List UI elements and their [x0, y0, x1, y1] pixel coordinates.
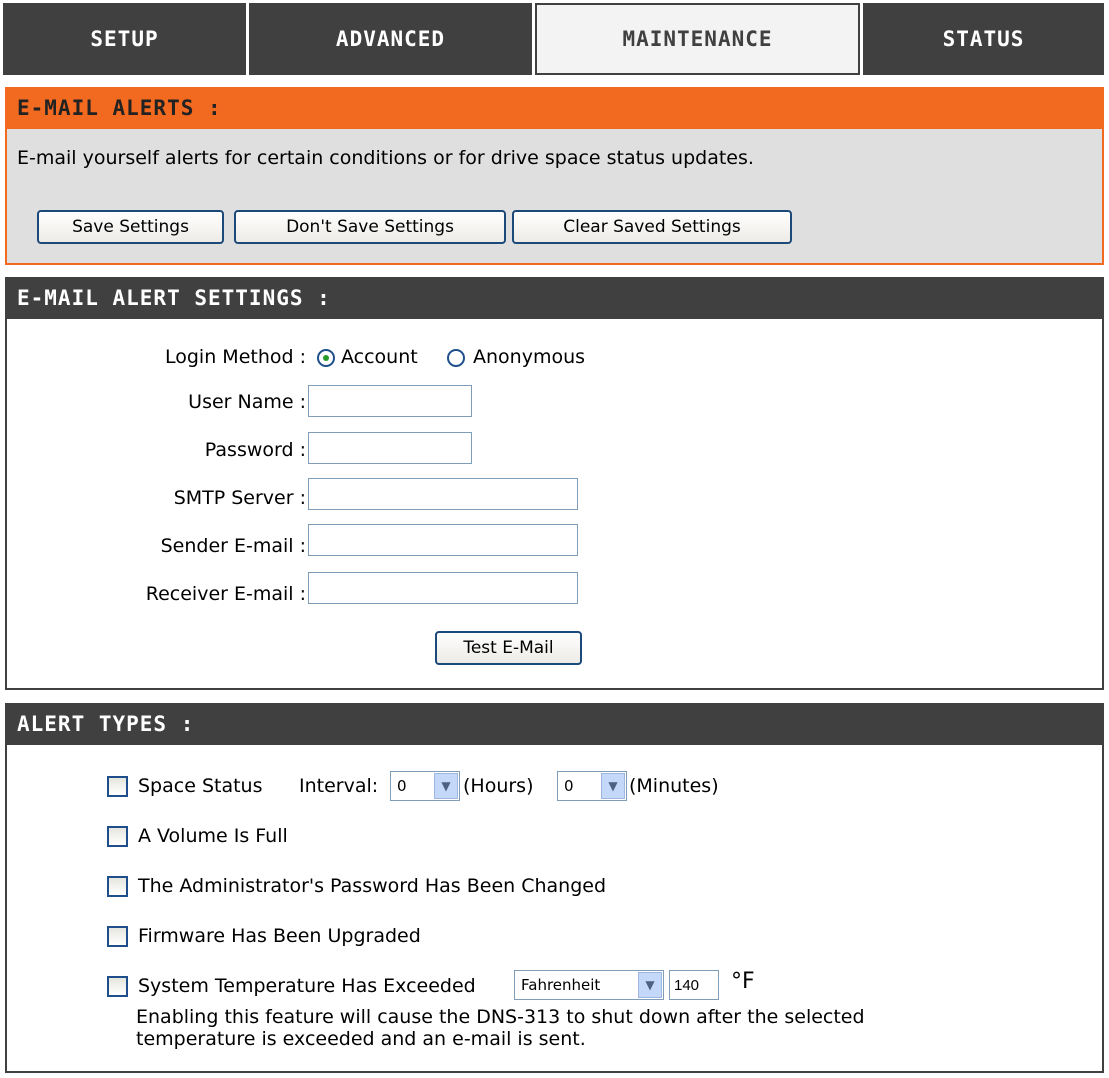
firmware-label: Firmware Has Been Upgraded: [138, 925, 421, 947]
password-label: Password :: [204, 439, 306, 461]
anonymous-radio[interactable]: [447, 349, 465, 367]
receiver-email-label: Receiver E-mail :: [145, 583, 306, 605]
smtp-server-label: SMTP Server :: [173, 487, 306, 509]
temperature-unit-symbol: °F: [731, 969, 755, 994]
temperature-note-line-1: Enabling this feature will cause the DNS-313 to shut down after the selected: [136, 1006, 865, 1028]
alert-types-title: ALERT TYPES :: [5, 703, 1104, 745]
temperature-label: System Temperature Has Exceeded: [138, 975, 476, 997]
email-alert-settings-panel: [5, 277, 1104, 690]
test-email-button[interactable]: Test E-Mail: [435, 631, 582, 665]
hours-select[interactable]: [390, 771, 460, 801]
email-alerts-panel: [5, 87, 1104, 265]
alert-types-panel: [5, 703, 1104, 1073]
smtp-server-input[interactable]: [308, 478, 578, 510]
sender-email-input[interactable]: [308, 524, 578, 556]
volume-full-label: A Volume Is Full: [138, 825, 288, 847]
interval-label: Interval:: [299, 775, 379, 797]
hours-unit-label: (Hours): [463, 775, 534, 797]
tab-status[interactable]: STATUS: [863, 3, 1104, 75]
minutes-select-value: 0: [564, 777, 574, 795]
admin-password-checkbox[interactable]: [107, 876, 128, 897]
temperature-checkbox[interactable]: [107, 976, 128, 997]
receiver-email-input[interactable]: [308, 572, 578, 604]
tab-maintenance[interactable]: MAINTENANCE: [535, 3, 860, 75]
admin-password-label: The Administrator's Password Has Been Changed: [138, 875, 607, 897]
temperature-note: [136, 1006, 865, 1050]
temperature-value-input[interactable]: [669, 970, 719, 1000]
dont-save-settings-button[interactable]: Don't Save Settings: [234, 210, 506, 244]
temperature-unit-select[interactable]: [514, 970, 664, 1000]
chevron-down-icon[interactable]: ▼: [638, 972, 662, 998]
login-method-label: Login Method :: [165, 346, 306, 368]
account-radio-label[interactable]: Account: [341, 346, 418, 368]
chevron-down-icon[interactable]: ▼: [434, 773, 458, 799]
hours-select-value: 0: [397, 777, 407, 795]
minutes-select[interactable]: [557, 771, 627, 801]
temperature-note-line-2: temperature is exceeded and an e-mail is sent.: [136, 1028, 586, 1050]
space-status-checkbox[interactable]: [107, 776, 128, 797]
email-alerts-title: E-MAIL ALERTS :: [5, 87, 1104, 129]
user-name-input[interactable]: [308, 385, 472, 417]
chevron-down-icon[interactable]: ▼: [601, 773, 625, 799]
email-alert-settings-title: E-MAIL ALERT SETTINGS :: [5, 277, 1104, 319]
volume-full-checkbox[interactable]: [107, 826, 128, 847]
save-settings-button[interactable]: Save Settings: [37, 210, 224, 244]
space-status-label: Space Status: [138, 775, 263, 797]
firmware-checkbox[interactable]: [107, 926, 128, 947]
minutes-unit-label: (Minutes): [629, 775, 719, 797]
password-input[interactable]: [308, 432, 472, 464]
sender-email-label: Sender E-mail :: [160, 535, 306, 557]
account-radio[interactable]: [317, 349, 335, 367]
clear-saved-settings-button[interactable]: Clear Saved Settings: [512, 210, 792, 244]
tab-setup[interactable]: SETUP: [3, 3, 249, 75]
email-alerts-description: E-mail yourself alerts for certain conditions or for drive space status updates.: [17, 147, 754, 169]
temperature-unit-value: Fahrenheit: [521, 976, 601, 994]
main-tabs: [3, 3, 1104, 75]
anonymous-radio-label[interactable]: Anonymous: [473, 346, 586, 368]
user-name-label: User Name :: [188, 391, 306, 413]
tab-advanced[interactable]: ADVANCED: [249, 3, 535, 75]
